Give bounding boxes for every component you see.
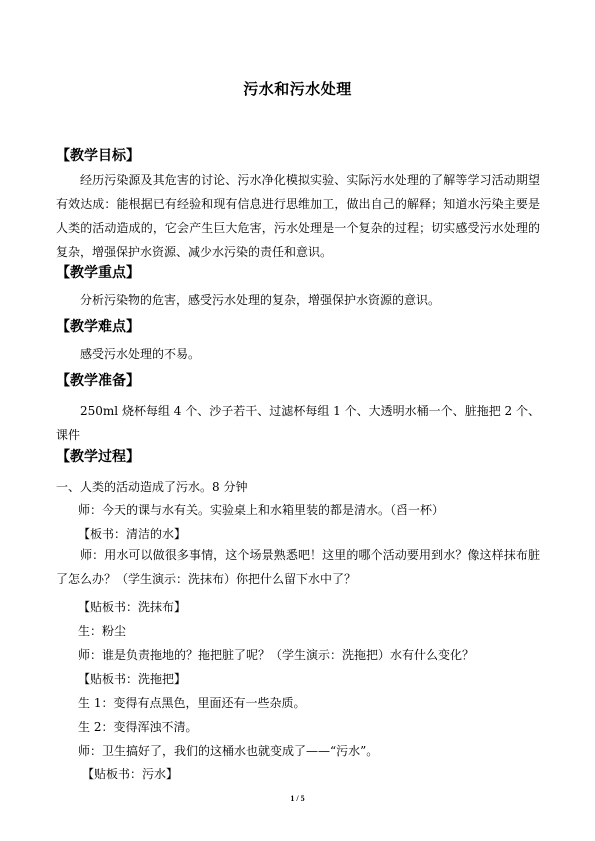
process-line: 师：谁是负责拖地的？拖把脏了呢？（学生演示：洗拖把）水有什么变化？ xyxy=(78,648,475,662)
paragraph-preparation: 250ml 烧杯每组 4 个、沙子若干、过滤杯每组 1 个、大透明水桶一个、脏拖把 2 个、课件 xyxy=(56,404,540,442)
page-number: 1 / 5 xyxy=(290,794,305,803)
process-line: 生 2：变得浑浊不清。 xyxy=(78,720,198,734)
paragraph-goals: 经历污染源及其危害的讨论、污水净化模拟实验、实际污水处理的了解等学习活动期望有效达成：能根据已有经验和现有信息进行思维加工，做出自己的解释；知道水污染主要是人类的活动造成的，它会产生巨大危害，污水处理是一个复杂的过程；切实感受污水处理的复杂，增强保护水资源、减少水污染的责任和意识。 xyxy=(56,173,540,259)
heading-process: 【教学过程】 xyxy=(56,449,140,465)
heading-goals: 【教学目标】 xyxy=(56,148,140,164)
process-line: 生：粉尘 xyxy=(78,624,127,638)
process-line: 【贴板书：洗拖把】 xyxy=(78,672,187,686)
process-line: 【贴板书：洗抹布】 xyxy=(78,600,187,614)
process-paragraph: 师：用水可以做很多事情，这个场景熟悉吧！这里的哪个活动要用到水？像这样抹布脏了怎么办？（学生演示：洗抹布）你把什么留下水中了？ xyxy=(56,548,540,586)
heading-key-points: 【教学重点】 xyxy=(56,265,140,281)
paragraph-difficulties: 感受污水处理的不易。 xyxy=(80,347,201,361)
process-item-1: 一、人类的活动造成了污水。8 分钟 xyxy=(56,480,248,494)
heading-preparation: 【教学准备】 xyxy=(56,373,140,389)
page-title: 污水和污水处理 xyxy=(243,80,352,98)
process-line: 师：今天的课与水有关。实验桌上和水箱里装的都是清水。（舀一杯） xyxy=(78,503,445,517)
heading-difficulties: 【教学难点】 xyxy=(56,319,140,335)
process-line: 【板书：清洁的水】 xyxy=(78,527,187,541)
process-line: 生 1：变得有点黑色，里面还有一些杂质。 xyxy=(78,696,306,710)
process-line: 【贴板书：污水】 xyxy=(82,767,179,781)
process-line: 师：卫生搞好了，我们的这桶水也就变成了——“污水”。 xyxy=(78,744,379,758)
paragraph-key-points: 分析污染物的危害，感受污水处理的复杂，增强保护水资源的意识。 xyxy=(80,293,441,307)
